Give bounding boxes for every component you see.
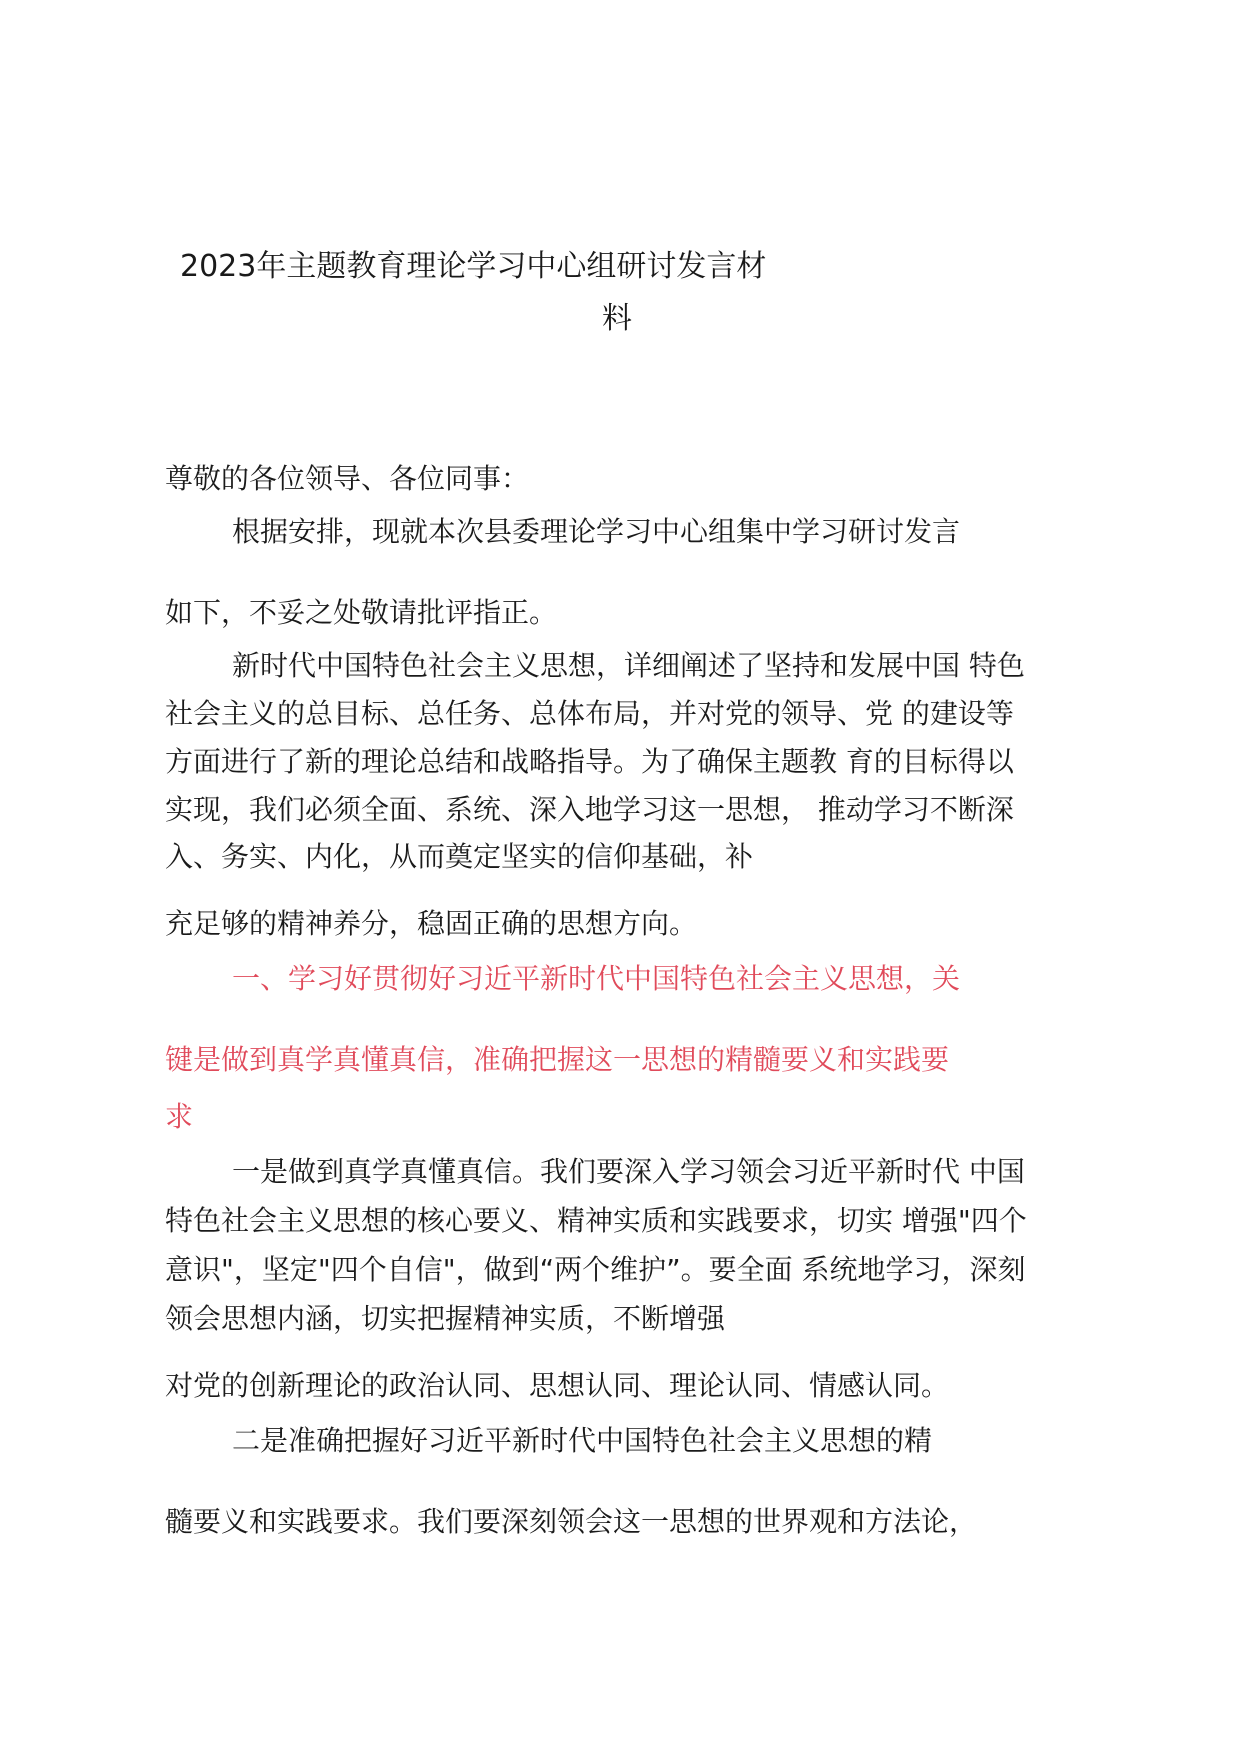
paragraph-line: 充足够的精神养分，稳固正确的思想方向。 <box>165 907 698 940</box>
paragraph-line: 二是准确把握好习近平新时代中国特色社会主义思想的精 <box>232 1424 933 1457</box>
paragraph-line: 对党的创新理论的政治认同、思想认同、理论认同、情感认同。 <box>165 1369 950 1402</box>
paragraph-line: 新时代中国特色社会主义思想，详细阐述了坚持和发展中国 特色 <box>232 649 1025 682</box>
section-heading-line: 求 <box>165 1100 194 1133</box>
paragraph-line: 实现，我们必须全面、系统、深入地学习这一思想， 推动学习不断深 <box>165 793 1014 826</box>
paragraph-line: 领会思想内涵，切实把握精神实质，不断增强 <box>165 1302 726 1335</box>
paragraph-line: 意识"，坚定"四个自信"，做到“两个维护”。要全面 系统地学习，深刻 <box>165 1253 1026 1286</box>
paragraph-line: 根据安排，现就本次县委理论学习中心组集中学习研讨发言 <box>232 515 961 548</box>
document-title-line-2: 料 <box>602 301 632 336</box>
paragraph-line: 特色社会主义思想的核心要义、精神实质和实践要求，切实 增强"四个 <box>165 1204 1027 1237</box>
paragraph-line: 一是做到真学真懂真信。我们要深入学习领会习近平新时代 中国 <box>232 1155 1025 1188</box>
paragraph-line: 社会主义的总目标、总任务、总体布局，并对党的领导、党 的建设等 <box>165 697 1014 730</box>
section-heading-line: 一、学习好贯彻好习近平新时代中国特色社会主义思想，关 <box>232 962 961 995</box>
paragraph-line: 如下，不妥之处敬请批评指正。 <box>165 596 558 629</box>
salutation: 尊敬的各位领导、各位同事： <box>165 462 530 495</box>
paragraph-line: 入、务实、内化，从而奠定坚实的信仰基础，补 <box>165 840 754 873</box>
paragraph-line: 髓要义和实践要求。我们要深刻领会这一思想的世界观和方法论， <box>165 1505 978 1538</box>
paragraph-line: 方面进行了新的理论总结和战略指导。为了确保主题教 育的目标得以 <box>165 745 1014 778</box>
section-heading-line: 键是做到真学真懂真信，准确把握这一思想的精髓要义和实践要 <box>165 1043 950 1076</box>
document-title-line-1: 2023年主题教育理论学习中心组研讨发言材 <box>180 249 767 284</box>
